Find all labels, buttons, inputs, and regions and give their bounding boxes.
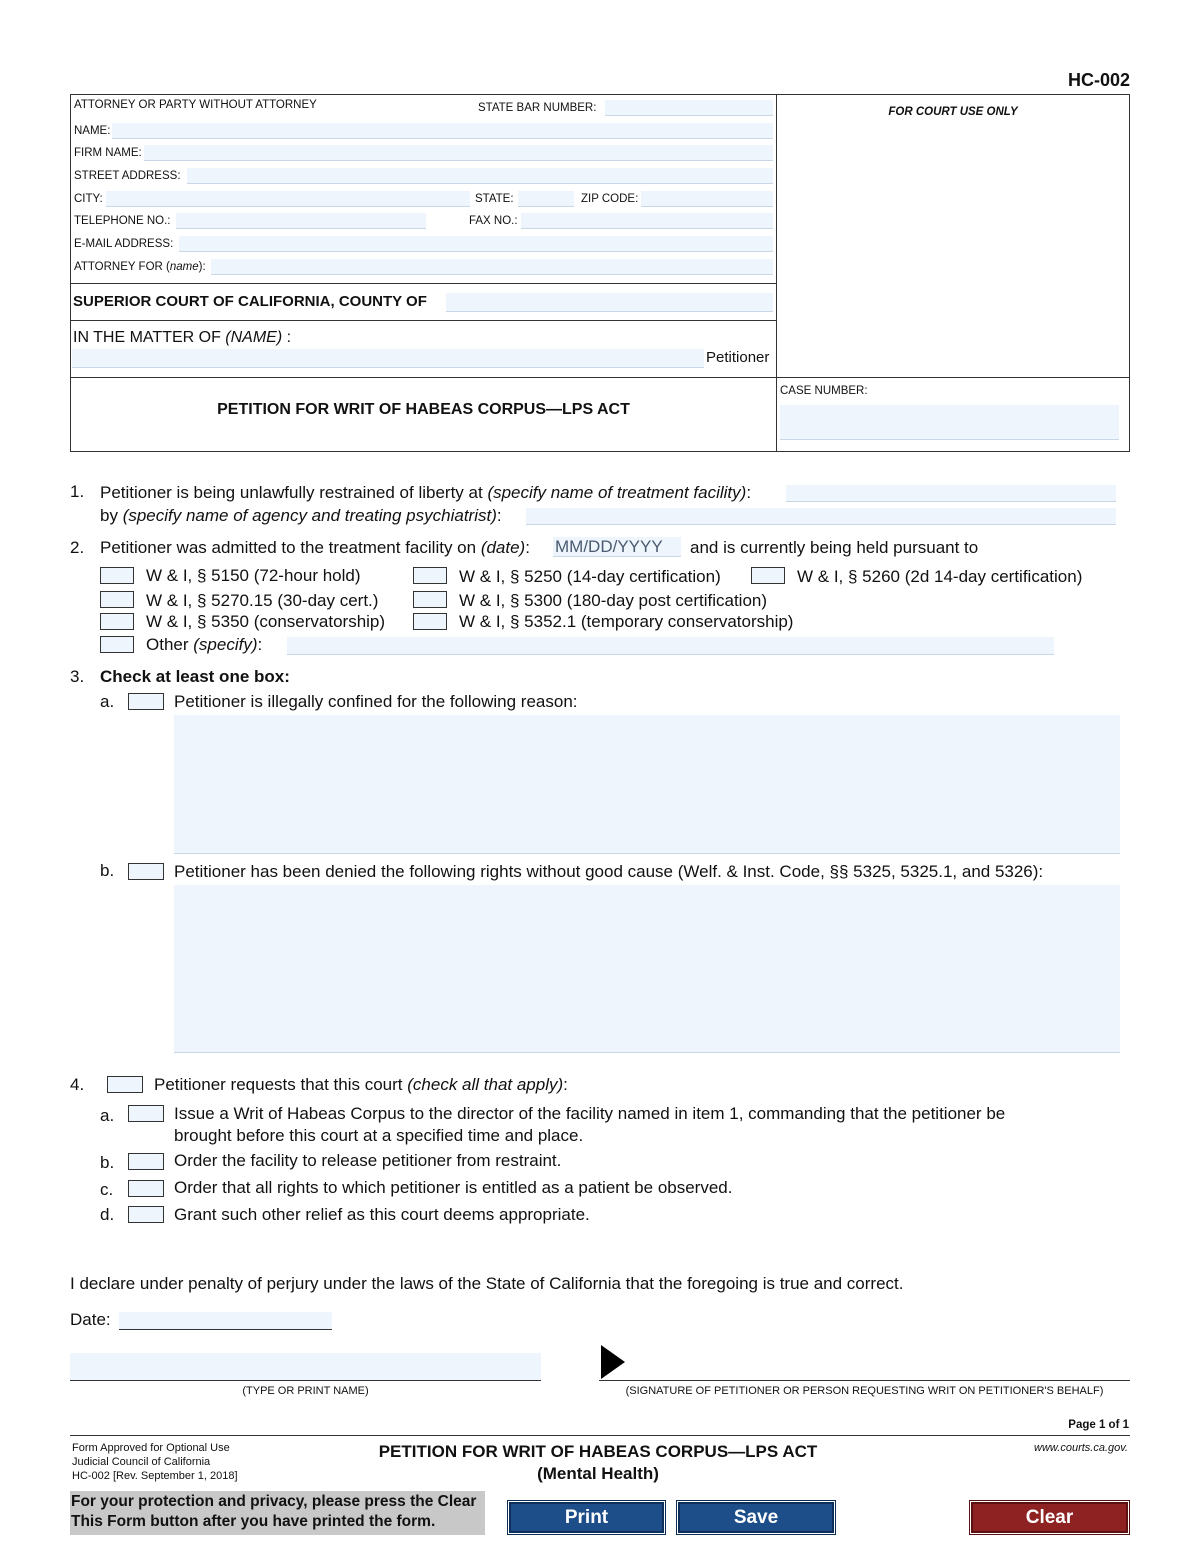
- item1-line1-b: (specify name of treatment facility): [487, 483, 747, 502]
- type-name-underline: [70, 1380, 541, 1381]
- firm-field[interactable]: [144, 145, 773, 161]
- approved-line-1: Form Approved for Optional Use: [72, 1442, 230, 1454]
- attorney-for-label-b: name: [169, 261, 199, 273]
- checkbox-4d[interactable]: [128, 1206, 164, 1223]
- state-label: STATE:: [475, 193, 514, 205]
- street-label: STREET ADDRESS:: [74, 170, 181, 182]
- matter-label-b: (NAME): [225, 329, 283, 346]
- state-field[interactable]: [518, 191, 574, 207]
- type-name-field[interactable]: [70, 1353, 541, 1381]
- item4-text-a: Petitioner requests that this court: [154, 1075, 408, 1094]
- item4-text-c: :: [563, 1075, 568, 1094]
- item3a-letter: a.: [100, 692, 115, 711]
- matter-label: [73, 329, 291, 347]
- other-specify-field[interactable]: [287, 637, 1054, 655]
- item3b-letter: b.: [100, 861, 115, 880]
- privacy-line-2: This Form button after you have printed the form.: [71, 1513, 436, 1530]
- item1-line1: [100, 483, 751, 503]
- item2-text-a: Petitioner was admitted to the treatment facility on: [100, 538, 481, 557]
- item2-text-b: (date): [480, 538, 526, 557]
- checkbox-5250[interactable]: [413, 567, 447, 584]
- header-divider-h2: [70, 320, 777, 321]
- city-field[interactable]: [106, 191, 470, 207]
- checkbox-5150[interactable]: [100, 567, 134, 584]
- item3a-text: Petitioner is illegally confined for the following reason:: [174, 692, 578, 711]
- admission-date-field[interactable]: MM/DD/YYYY: [553, 537, 681, 557]
- item2-text: [100, 538, 530, 558]
- attorney-for-label: [74, 261, 206, 273]
- state-bar-label: STATE BAR NUMBER:: [478, 102, 597, 114]
- agency-field[interactable]: [526, 508, 1116, 525]
- denied-rights-textarea[interactable]: [174, 885, 1120, 1053]
- date-label: Date:: [70, 1310, 111, 1329]
- checkbox-4b[interactable]: [128, 1153, 164, 1170]
- item4a-line1: Issue a Writ of Habeas Corpus to the director of the facility named in item 1, commanding that the petitioner be: [174, 1104, 1006, 1123]
- item2-number: 2.: [70, 538, 85, 557]
- opt-5300-label: W & I, § 5300 (180-day post certification): [459, 591, 768, 610]
- firm-label: FIRM NAME:: [74, 147, 142, 159]
- checkbox-5350[interactable]: [100, 613, 134, 630]
- confinement-reason-textarea[interactable]: [174, 715, 1120, 854]
- opt-5150-label: W & I, § 5150 (72-hour hold): [146, 566, 361, 585]
- item1-line1-a: Petitioner is being unlawfully restrained of liberty at: [100, 483, 488, 502]
- item4a-line2: brought before this court at a specified time and place.: [174, 1126, 584, 1145]
- signature-caption: (SIGNATURE OF PETITIONER OR PERSON REQUESTING WRIT ON PETITIONER'S BEHALF): [625, 1385, 1104, 1397]
- fax-label: FAX NO.:: [469, 215, 518, 227]
- save-button[interactable]: Save: [678, 1502, 834, 1533]
- court-label: SUPERIOR COURT OF CALIFORNIA, COUNTY OF: [73, 293, 427, 310]
- attorney-for-field[interactable]: [211, 259, 773, 275]
- item4-number: 4.: [70, 1075, 85, 1094]
- item1-number: 1.: [70, 482, 85, 501]
- item4d-letter: d.: [100, 1205, 115, 1224]
- clear-button[interactable]: Clear: [971, 1502, 1128, 1533]
- petitioner-label: Petitioner: [706, 349, 770, 366]
- item1-line2: [100, 506, 502, 526]
- fax-field[interactable]: [521, 213, 773, 229]
- checkbox-3a[interactable]: [128, 693, 164, 710]
- checkbox-4a[interactable]: [128, 1105, 164, 1122]
- case-number-field[interactable]: [780, 405, 1119, 440]
- zip-field[interactable]: [641, 191, 773, 207]
- attorney-for-label-a: ATTORNEY FOR (: [74, 261, 170, 273]
- city-label: CITY:: [74, 193, 103, 205]
- header-divider-h1: [70, 283, 777, 284]
- opt-other-label: [146, 635, 262, 655]
- email-field[interactable]: [179, 236, 773, 252]
- email-label: E-MAIL ADDRESS:: [74, 238, 174, 250]
- signature-underline: [599, 1380, 1130, 1381]
- county-field[interactable]: [446, 293, 773, 312]
- checkbox-4[interactable]: [107, 1076, 143, 1093]
- checkbox-3b[interactable]: [128, 863, 164, 880]
- item1-line2-a: by: [100, 506, 123, 525]
- opt-other-label-c: :: [257, 635, 263, 654]
- checkbox-53521[interactable]: [413, 613, 447, 630]
- item4a-letter: a.: [100, 1106, 115, 1125]
- opt-5350-label: W & I, § 5350 (conservatorship): [146, 612, 386, 631]
- zip-label: ZIP CODE:: [581, 193, 639, 205]
- item1-line2-c: :: [496, 506, 502, 525]
- print-button[interactable]: Print: [509, 1502, 664, 1533]
- checkbox-527015[interactable]: [100, 591, 134, 608]
- checkbox-4c[interactable]: [128, 1180, 164, 1197]
- opt-other-label-a: Other: [146, 635, 194, 654]
- signature-arrow-icon: [601, 1345, 625, 1379]
- name-field[interactable]: [112, 123, 773, 139]
- item4-text-b: (check all that apply): [407, 1075, 564, 1094]
- matter-label-c: :: [282, 329, 292, 346]
- court-use-label: FOR COURT USE ONLY: [888, 106, 1018, 118]
- phone-field[interactable]: [176, 213, 426, 229]
- approved-line-3: HC-002 [Rev. September 1, 2018]: [72, 1470, 238, 1482]
- matter-name-field[interactable]: [72, 349, 704, 368]
- courts-url[interactable]: www.courts.ca.gov.: [1034, 1442, 1128, 1454]
- item1-line2-b: (specify name of agency and treating psychiatrist): [122, 506, 497, 525]
- state-bar-field[interactable]: [605, 100, 773, 116]
- opt-other-label-b: (specify): [193, 635, 258, 654]
- item3-heading: Check at least one box:: [100, 667, 290, 686]
- footer-subtitle: (Mental Health): [537, 1464, 659, 1483]
- checkbox-5260[interactable]: [751, 567, 785, 584]
- footer-title: PETITION FOR WRIT OF HABEAS CORPUS—LPS ACT: [378, 1442, 818, 1461]
- footer-rule: [70, 1435, 1130, 1436]
- page-indicator: Page 1 of 1: [1068, 1419, 1129, 1431]
- item4c-text: Order that all rights to which petitioner is entitled as a patient be observed.: [174, 1178, 733, 1197]
- street-field[interactable]: [187, 168, 773, 184]
- opt-5260-label: W & I, § 5260 (2d 14-day certification): [797, 567, 1083, 586]
- item4b-text: Order the facility to release petitioner from restraint.: [174, 1151, 562, 1170]
- case-number-label: CASE NUMBER:: [780, 385, 868, 397]
- item4-text: [154, 1075, 568, 1095]
- item3-number: 3.: [70, 667, 85, 686]
- checkbox-5300[interactable]: [413, 591, 447, 608]
- header-title: PETITION FOR WRIT OF HABEAS CORPUS—LPS ACT: [217, 401, 630, 418]
- matter-label-a: IN THE MATTER OF: [73, 329, 226, 346]
- item2-text-d: and is currently being held pursuant to: [690, 538, 979, 557]
- type-name-caption: (TYPE OR PRINT NAME): [242, 1385, 369, 1397]
- item4d-text: Grant such other relief as this court deems appropriate.: [174, 1205, 590, 1224]
- header-divider-h3: [70, 377, 1130, 378]
- item4b-letter: b.: [100, 1153, 115, 1172]
- name-label: NAME:: [74, 125, 111, 137]
- opt-5250-label: W & I, § 5250 (14-day certification): [459, 567, 721, 586]
- facility-field[interactable]: [786, 485, 1116, 502]
- item3b-text: Petitioner has been denied the following rights without good cause (Welf. & Inst. Code, §§ 5325, 5325.1, and 5326):: [174, 862, 1044, 881]
- declaration-date-field[interactable]: [119, 1312, 332, 1330]
- header-divider-v: [776, 94, 777, 452]
- form-number: HC-002: [1067, 70, 1130, 90]
- privacy-line-1: For your protection and privacy, please press the Clear: [71, 1493, 477, 1510]
- attorney-for-label-c: ):: [198, 261, 206, 273]
- item2-text-c: :: [525, 538, 530, 557]
- item1-line1-c: :: [746, 483, 752, 502]
- attorney-label: ATTORNEY OR PARTY WITHOUT ATTORNEY: [74, 99, 317, 111]
- declaration-text: I declare under penalty of perjury under the laws of the State of California that the foregoing is true and correct.: [70, 1274, 904, 1293]
- opt-527015-label: W & I, § 5270.15 (30-day cert.): [146, 591, 379, 610]
- opt-53521-label: W & I, § 5352.1 (temporary conservatorship): [459, 612, 794, 631]
- checkbox-other[interactable]: [100, 636, 134, 653]
- phone-label: TELEPHONE NO.:: [74, 215, 171, 227]
- item4c-letter: c.: [100, 1180, 114, 1199]
- approved-line-2: Judicial Council of California: [72, 1456, 211, 1468]
